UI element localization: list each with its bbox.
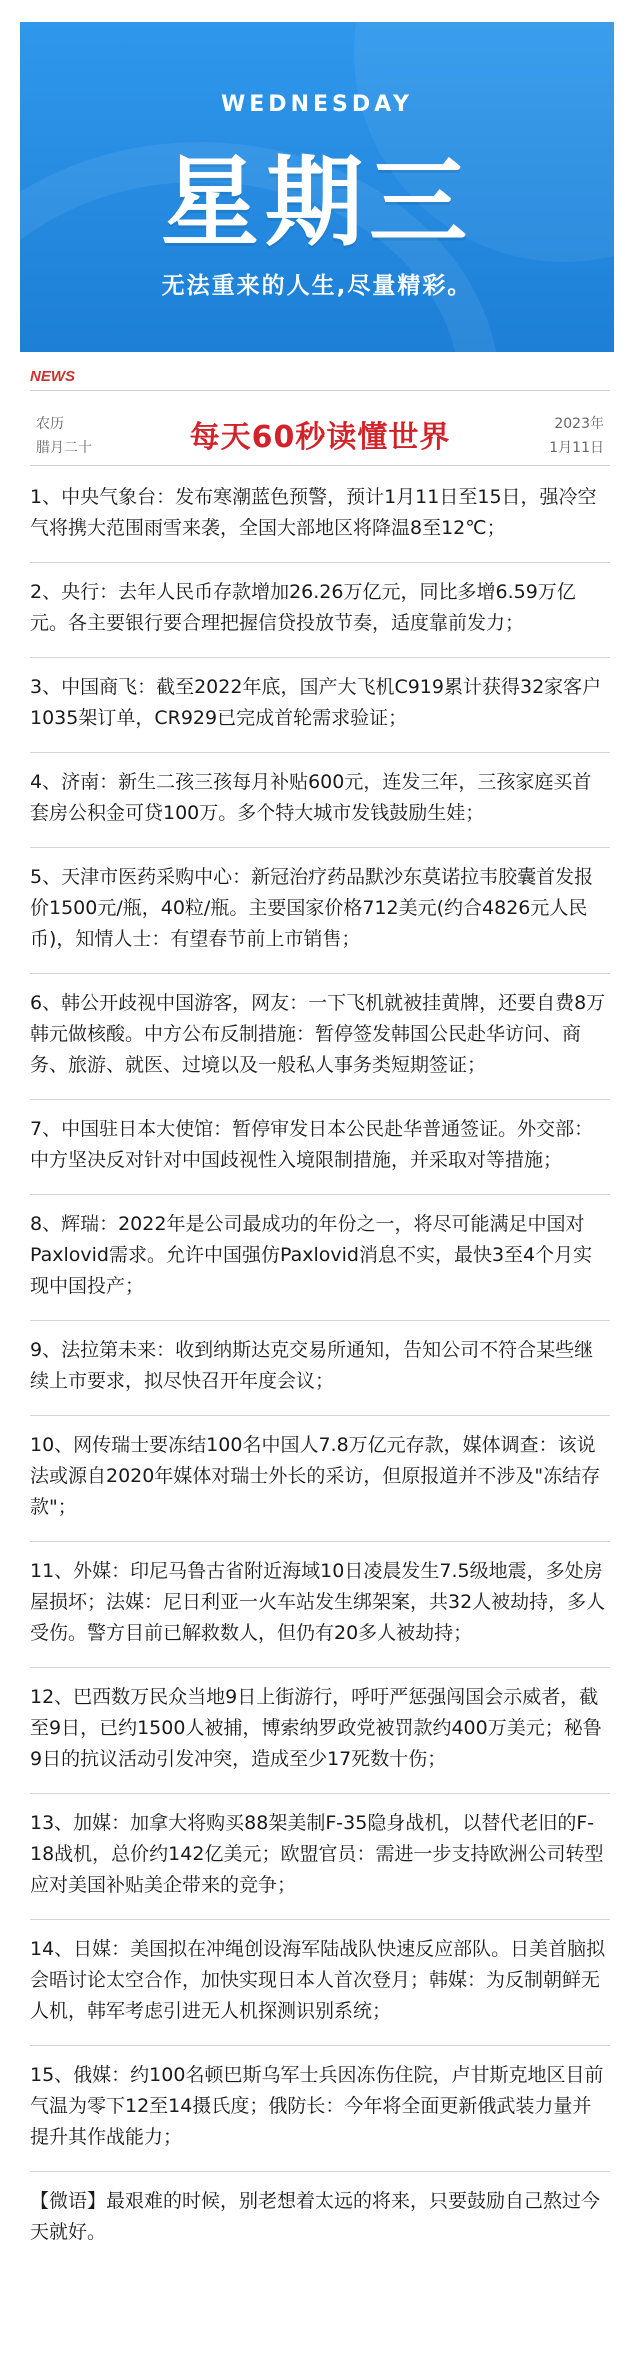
solar-date-block [549, 412, 604, 460]
item-divider [30, 973, 610, 974]
year: 2023年 [554, 416, 604, 432]
item-divider [30, 752, 610, 753]
item-divider [30, 1415, 610, 1416]
item-divider [30, 1541, 610, 1542]
news-item: 1、中央气象台：发布寒潮蓝色预警，预计1月11日至15日，强冷空气将携大范围雨雪来袭，全国大部地区将降温8至12℃； [30, 486, 597, 539]
news-item: 7、中国驻日本大使馆：暂停审发日本公民赴华普通签证。外交部：中方坚决反对针对中国歧视性入境限制措施，并采取对等措施； [30, 1118, 594, 1171]
news-item: 11、外媒：印尼马鲁古省附近海域10日凌晨发生7.5级地震，多处房屋损坏；法媒：尼日利亚一火车站发生绑架案，共32人被劫持，多人受伤。警方目前已解救数人，但仍有20多人被劫持； [30, 1560, 606, 1644]
item-divider [30, 657, 610, 658]
news-item: 4、济南：新生二孩三孩每月补贴600元，连发三年，三孩家庭买首套房公积金可贷100万。多个特大城市发钱鼓励生娃； [30, 771, 592, 824]
news-item: 14、日媒：美国拟在冲绳创设海军陆战队快速反应部队。日美首脑拟会晤讨论太空合作，加快实现日本人首次登月；韩媒：为反制朝鲜无人机，韩军考虑引进无人机探测识别系统； [30, 1938, 606, 2022]
news-tag: NEWS [30, 368, 75, 385]
item-divider [30, 2171, 610, 2172]
item-divider [30, 1194, 610, 1195]
news-item: 3、中国商飞：截至2022年底，国产大飞机C919累计获得32家客户1035架订单，CR929已完成首轮需求验证； [30, 676, 602, 729]
item-divider [30, 2045, 610, 2046]
header-bottom-divider [30, 465, 610, 466]
item-divider [30, 1919, 610, 1920]
news-item: 15、俄媒：约100名顿巴斯乌军士兵因冻伤住院，卢甘斯克地区目前气温为零下12至14摄氏度；俄防长：今年将全面更新俄武装力量并提升其作战能力； [30, 2064, 604, 2148]
news-item: 6、韩公开歧视中国游客，网友：一下飞机就被挂黄牌，还要自费8万韩元做核酸。中方公布反制措施：暂停签发韩国公民赴华访问、商务、旅游、就医、过境以及一般私人事务类短期签证； [30, 992, 606, 1076]
page-title: 每天60秒读懂世界 [189, 420, 451, 455]
weekday-english: WEDNESDAY [221, 92, 413, 117]
header-top-divider [30, 390, 610, 391]
news-item: 13、加媒：加拿大将购买88架美制F-35隐身战机，以替代老旧的F-18战机，总价约142亿美元；欧盟官员：需进一步支持欧洲公司转型应对美国补贴美企带来的竞争； [30, 1812, 604, 1896]
item-divider [30, 1320, 610, 1321]
news-item: 12、巴西数万民众当地9日上街游行，呼吁严惩强闯国会示威者，截至9日，已约1500人被捕，博索纳罗政党被罚款约400万美元；秘鲁9日的抗议活动引发冲突，造成至少17死数十伤； [30, 1686, 602, 1770]
news-list [30, 482, 610, 2248]
item-divider [30, 1667, 610, 1668]
news-item: 9、法拉第未来：收到纳斯达克交易所通知，告知公司不符合某些继续上市要求，拟尽快召开年度会议； [30, 1339, 594, 1392]
lunar-label: 农历 [36, 416, 64, 432]
item-divider [30, 847, 610, 848]
item-divider [30, 562, 610, 563]
news-item: 5、天津市医药采购中心：新冠治疗药品默沙东莫诺拉韦胶囊首发报价1500元/瓶，40粒/瓶。主要国家价格712美元(约合4826元人民币)，知情人士：有望春节前上市销售； [30, 866, 594, 950]
news-item: 2、央行：去年人民币存款增加26.26万亿元，同比多增6.59万亿元。各主要银行要合理把握信贷投放节奏，适度靠前发力； [30, 581, 576, 634]
lunar-date: 腊月二十 [36, 440, 92, 456]
closing-quote: 【微语】最艰难的时候，别老想着太远的将来，只要鼓励自己熬过今天就好。 [30, 2190, 601, 2243]
news-item: 10、网传瑞士要冻结100名中国人7.8万亿元存款，媒体调查：该说法或源自2020年媒体对瑞士外长的采访，但原报道并不涉及"冻结存款"； [30, 1434, 601, 1518]
date: 1月11日 [549, 440, 604, 456]
item-divider [30, 1793, 610, 1794]
weekday-chinese: 星期三 [160, 146, 473, 260]
banner-slogan: 无法重来的人生,尽量精彩。 [161, 273, 473, 299]
date-banner [20, 22, 614, 352]
item-divider [30, 1099, 610, 1100]
news-item: 8、辉瑞：2022年是公司最成功的年份之一，将尽可能满足中国对Paxlovid需求。允许中国强仿Paxlovid消息不实，最快3至4个月实现中国投产； [30, 1213, 593, 1297]
